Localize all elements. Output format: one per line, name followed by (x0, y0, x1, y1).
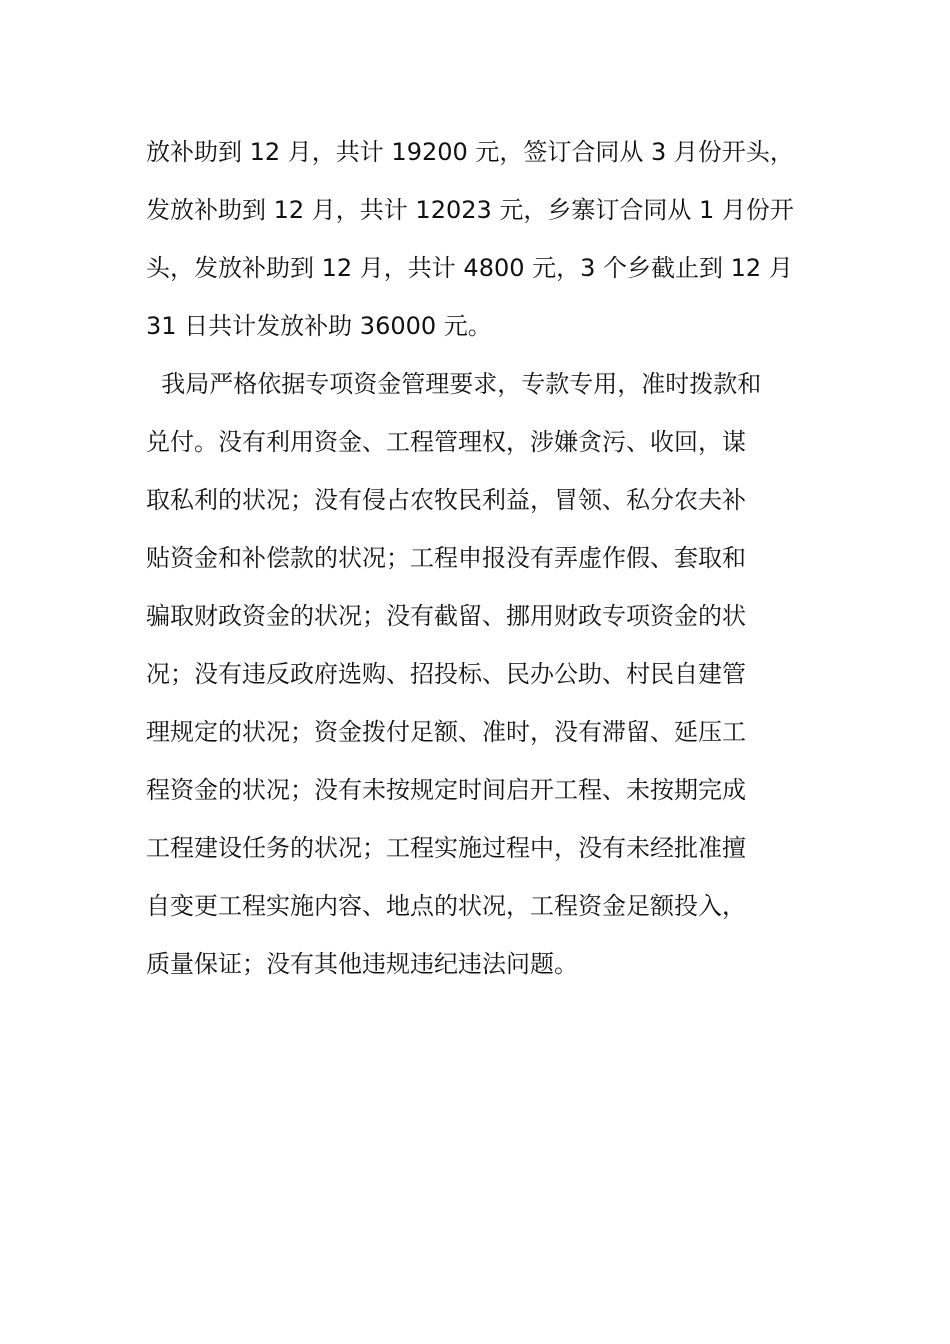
text-line: 我局严格依据专项资金管理要求，专款专用，准时拨款和 (146, 370, 762, 398)
paragraph-subsidy-totals (146, 128, 812, 360)
text-line: 放补助到 12 月，共计 19200 元，签订合同从 3 月份开头， (146, 138, 794, 166)
text-line: 兑付。没有利用资金、工程管理权，涉嫌贪污、收回，谋 (146, 428, 746, 456)
text-line: 自变更工程实施内容、地点的状况，工程资金足额投入， (146, 892, 746, 920)
text-line: 31 日共计发放补助 36000 元。 (146, 312, 492, 340)
text-line: 贴资金和补偿款的状况；工程申报没有弄虚作假、套取和 (146, 544, 746, 572)
text-line: 骗取财政资金的状况；没有截留、挪用财政专项资金的状 (146, 602, 746, 630)
text-line: 工程建设任务的状况；工程实施过程中，没有未经批准擅 (146, 834, 746, 862)
document-body (146, 128, 812, 998)
text-line: 头，发放补助到 12 月，共计 4800 元，3 个乡截止到 12 月 (146, 254, 793, 282)
text-line: 取私利的状况；没有侵占农牧民利益，冒领、私分农夫补 (146, 486, 746, 514)
text-line: 发放补助到 12 月，共计 12023 元，乡寨订合同从 1 月份开 (146, 196, 794, 224)
text-line: 程资金的状况；没有未按规定时间启开工程、未按期完成 (146, 776, 746, 804)
text-line: 质量保证；没有其他违规违纪违法问题。 (146, 950, 578, 978)
text-line: 理规定的状况；资金拨付足额、准时，没有滞留、延压工 (146, 718, 746, 746)
text-line: 况；没有违反政府选购、招投标、民办公助、村民自建管 (146, 660, 746, 688)
paragraph-fund-management (146, 360, 812, 998)
